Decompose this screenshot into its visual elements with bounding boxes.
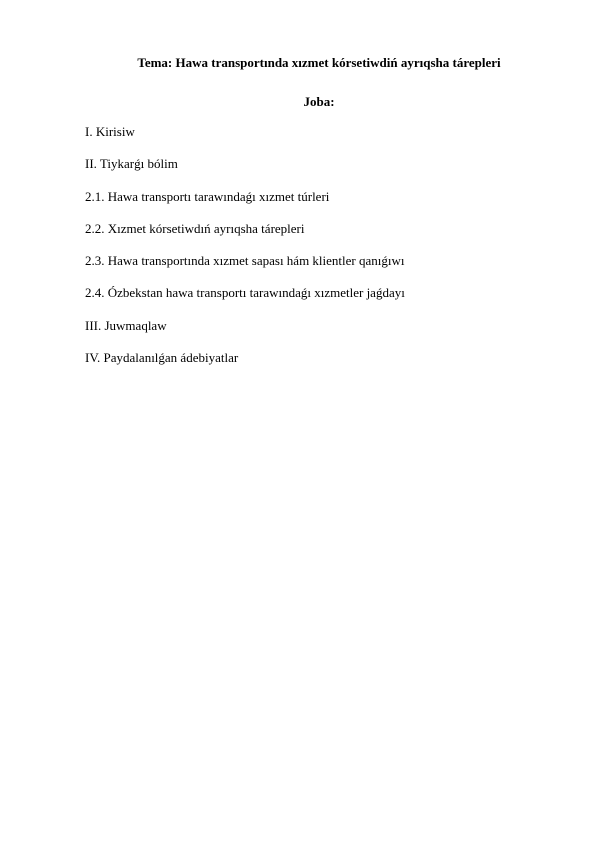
document-title: Tema: Hawa transportında xızmet kórsetiwdiń ayrıqsha tárepleri [137,55,501,70]
toc-item-2-2: 2.2. Xızmet kórsetiwdıń ayrıqsha tárepleri [85,220,305,236]
toc-item-2-1: 2.1. Hawa transportı tarawındaǵı xızmet túrleri [85,188,330,204]
table-of-contents [85,124,405,382]
toc-item-conclusion: III. Juwmaqlaw [85,317,167,333]
plan-heading: Joba: [303,94,335,109]
toc-item-introduction: I. Kirisiw [85,124,135,139]
toc-item-main-part: II. Tiykarǵı bólim [85,156,178,172]
toc-item-2-3: 2.3. Hawa transportında xızmet sapası hám klientler qanıǵıwı [85,253,405,269]
toc-item-2-4: 2.4. Ózbekstan hawa transportı tarawındaǵı xızmetler jaǵdayı [85,285,405,301]
toc-item-references: IV. Paydalanılǵan ádebiyatlar [85,350,239,366]
